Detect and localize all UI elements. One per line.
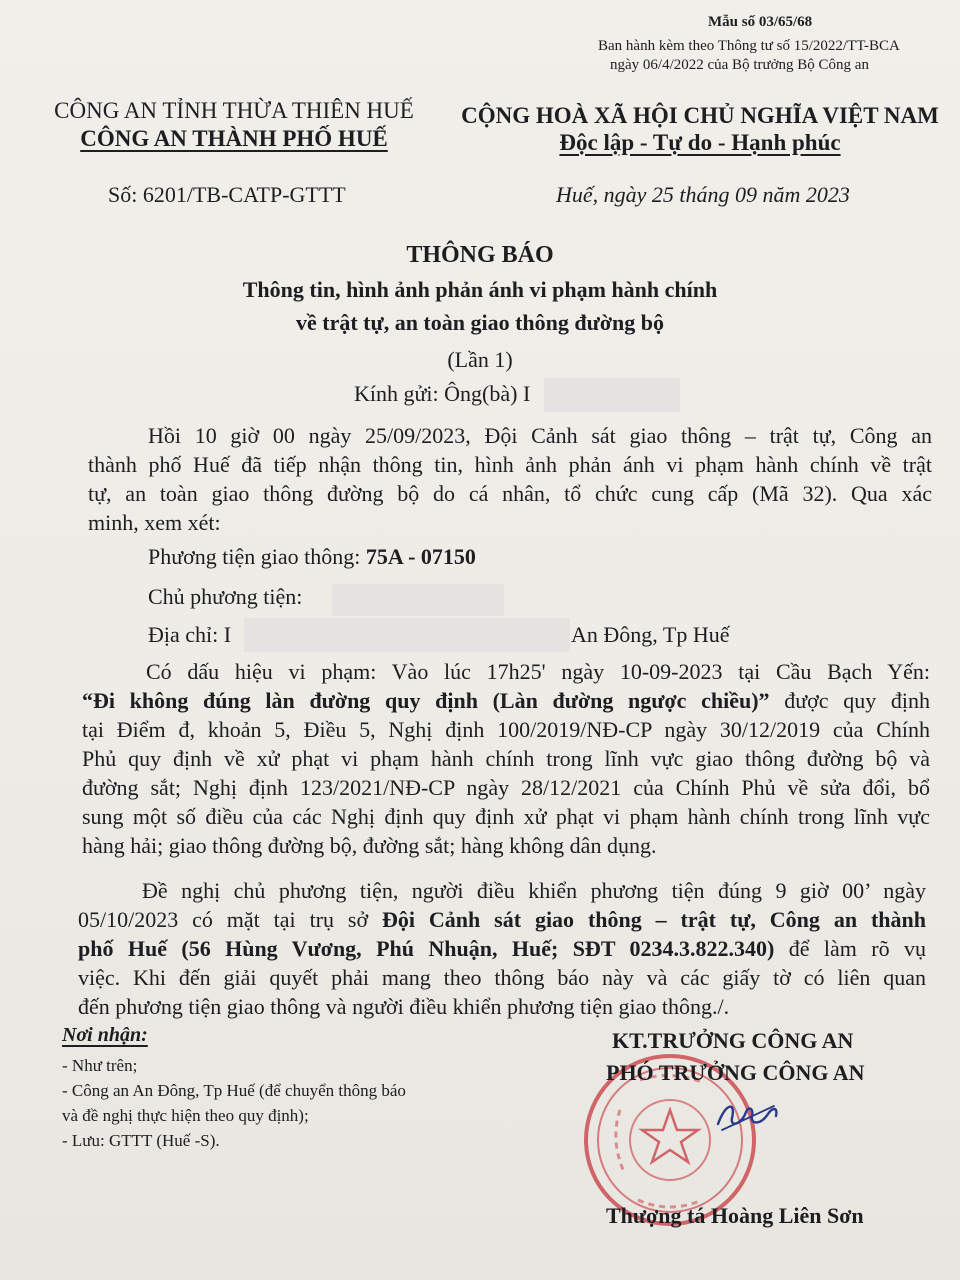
document-number: Số: 6201/TB-CATP-GTTT [108,182,346,207]
violation-intro: Có dấu hiệu vi phạm: Vào lúc 17h25' ngày 10-09-2023 tại Cầu Bạch Yến: [146,659,930,684]
place-date: Huế, ngày 25 tháng 09 năm 2023 [556,182,850,207]
violation-line: đường sắt; Nghị định 123/2021/NĐ-CP ngày 28/12/2021 của Chính Phủ về sửa đổi, bổ [82,775,930,800]
violation-line: Phủ quy định về xử phạt vi phạm hành chính trong lĩnh vực giao thông đường bộ và [82,746,930,771]
redacted-address [244,618,570,652]
request-line2-b: Đội Cảnh sát giao thông – trật tự, Công an thành [382,907,926,932]
violation-offense-tail: được quy định [769,688,930,713]
signer-name: Thượng tá Hoàng Liên Sơn [606,1203,864,1228]
address-label: Địa chỉ: I [148,622,232,647]
nation-motto: Độc lập - Tự do - Hạnh phúc [559,130,841,155]
document-subtitle-line2: về trật tự, an toàn giao thông đường bộ [295,310,664,335]
parent-agency: CÔNG AN TỈNH THỪA THIÊN HUẾ [54,98,414,123]
nation-name: CỘNG HOÀ XÃ HỘI CHỦ NGHĨA VIỆT NAM [461,103,939,128]
owner-label: Chủ phương tiện: [148,584,303,609]
paragraph-violation [82,657,930,860]
recipients-item: - Công an An Đông, Tp Huế (để chuyển thông báo [62,1081,406,1100]
redacted-recipient [544,378,680,412]
request-line3-a: phố Huế (56 Hùng Vương, Phú Nhuận, Huế; SĐT 0234.3.822.340) [78,936,775,961]
address-suffix: An Đông, Tp Huế [571,622,730,647]
recipients-item: - Lưu: GTTT (Huế -S). [62,1131,220,1150]
recipients-item: và đề nghị thực hiện theo quy định); [62,1106,309,1125]
request-line: việc. Khi đến giải quyết phải mang theo thông báo này và các giấy tờ có liên quan [78,965,926,990]
paragraph-intro-line: thành phố Huế đã tiếp nhận thông tin, hình ảnh phản ánh vi phạm hành chính về trật [88,452,932,477]
request-line: đến phương tiện giao thông và người điều khiển phương tiện giao thông./. [78,994,730,1019]
owner-line [148,584,302,610]
form-number: Mẫu số 03/65/68 [708,14,813,30]
paragraph-intro [88,421,932,537]
document-subtitle-line1: Thông tin, hình ảnh phản ánh vi phạm hành chính [242,277,718,302]
paragraph-intro-line: tự, an toàn giao thông đường bộ do cá nhân, tổ chức cung cấp (Mã 32). Qua xác [88,481,932,506]
violation-offense-line [82,686,930,715]
vehicle-line [148,544,476,570]
document-title: THÔNG BÁO [406,242,554,268]
violation-line: hàng hải; giao thông đường bộ, đường sắt; hàng không dân dụng. [82,833,657,858]
violation-line: sung một số điều của các Nghị định quy định xử phạt vi phạm hành chính trong lĩnh vực [82,804,930,829]
notice-times: (Lần 1) [447,347,513,372]
request-line: Đề nghị chủ phương tiện, người điều khiển phương tiện đúng 9 giờ 00’ ngày [142,878,926,903]
vehicle-plate: 75A - 07150 [365,544,476,569]
nation-motto-row [450,130,950,156]
recipients-item: - Như trên; [62,1056,138,1075]
paragraph-request [78,876,926,1021]
paragraph-intro-line: minh, xem xét: [88,510,221,535]
violation-line: tại Điểm đ, khoản 5, Điều 5, Nghị định 100/2019/NĐ-CP ngày 30/12/2019 của Chính [82,717,930,742]
handwritten-signature-icon [712,1094,782,1136]
request-line3-b: để làm rõ vụ [774,936,926,961]
redacted-owner [332,584,504,616]
request-line [78,905,926,934]
recipients-title: Nơi nhận: [62,1024,148,1046]
signature-title-line2: PHÓ TRƯỞNG CÔNG AN [606,1060,865,1085]
request-line [78,934,926,963]
vehicle-label: Phương tiện giao thông: [148,544,366,569]
issuing-agency [50,126,418,152]
form-issued-line2: ngày 06/4/2022 của Bộ trưởng Bộ Công an [610,57,869,73]
paragraph-intro-line: Hồi 10 giờ 00 ngày 25/09/2023, Đội Cảnh sát giao thông – trật tự, Công an [148,423,932,448]
violation-offense: “Đi không đúng làn đường quy định (Làn đường ngược chiều)” [82,688,770,713]
signature-title-line1: KT.TRƯỞNG CÔNG AN [612,1028,854,1053]
recipient-line: Kính gửi: Ông(bà) I [354,381,531,406]
issuing-agency-name: CÔNG AN THÀNH PHỐ HUẾ [80,126,388,151]
request-line2-a: 05/10/2023 có mặt tại trụ sở [78,907,382,932]
form-issued-line1: Ban hành kèm theo Thông tư số 15/2022/TT-BCA [598,38,900,54]
